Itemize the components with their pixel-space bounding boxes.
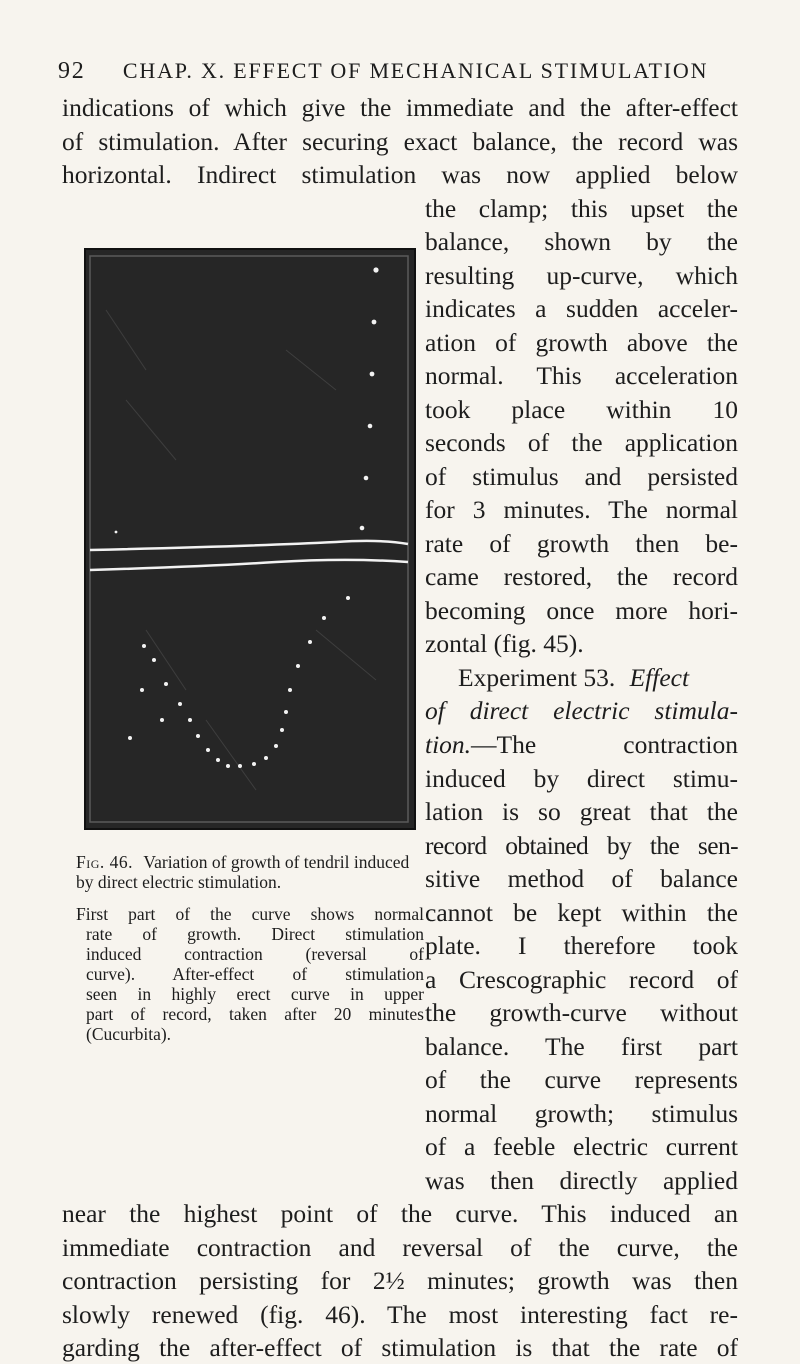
running-header	[58, 58, 748, 85]
caption-line: (Cucurbita).	[86, 1024, 172, 1044]
caption-line: part of record, taken after 20 minutes	[86, 1004, 424, 1024]
experiment-title-end: tion.	[425, 729, 472, 759]
body-line: of the curve represents	[425, 1065, 738, 1095]
body-line: zontal (fig. 45).	[425, 629, 584, 659]
body-line: indicates a sudden acceler-	[425, 294, 738, 324]
body-line: normal. This acceleration	[425, 361, 738, 391]
body-line: for 3 minutes. The normal	[425, 495, 738, 525]
body-line: plate. I therefore took	[425, 931, 738, 961]
body-line: lation is so great that the	[425, 797, 738, 827]
body-line: cannot be kept within the	[425, 897, 738, 927]
caption-line: induced contraction (reversal of	[86, 944, 424, 964]
crescograph-record-figure	[84, 248, 416, 830]
caption-line: rate of growth. Direct stimulation	[86, 924, 424, 944]
body-text: —The contraction	[471, 729, 738, 759]
experiment-title-cont: of direct electric stimula-	[425, 696, 738, 726]
body-line: balance. The first part	[425, 1031, 738, 1061]
figure-caption-title	[76, 852, 424, 892]
body-line: came restored, the record	[425, 562, 738, 592]
body-line: sitive method of balance	[425, 864, 738, 894]
caption-line: First part of the curve shows normal	[76, 904, 424, 924]
body-line: normal growth; stimulus	[425, 1098, 738, 1128]
body-line: immediate contraction and reversal of the curve, the	[62, 1232, 738, 1262]
body-line: indications of which give the immediate and the after-effect	[62, 93, 738, 122]
body-line: took place within 10	[425, 394, 738, 424]
body-line: the clamp; this upset the	[425, 193, 738, 223]
body-line	[425, 695, 738, 727]
body-line: slowly renewed (fig. 46). The most interesting fact re-	[62, 1299, 738, 1329]
experiment-title: Effect	[629, 662, 690, 692]
page-number: 92	[58, 58, 86, 84]
body-line: seconds of the application	[425, 428, 738, 458]
body-line: induced by direct stimu-	[425, 763, 738, 793]
body-line: was then directly applied	[425, 1165, 738, 1195]
body-line: resulting up-curve, which	[425, 260, 738, 290]
body-line: of stimulation. After securing exact balance, the record was	[62, 126, 738, 156]
body-line: a Crescographic record of	[425, 964, 738, 994]
body-line: horizontal. Indirect stimulation was now applied below	[62, 160, 738, 190]
body-line: balance, shown by the	[425, 227, 738, 257]
figure-title: Variation of growth of tendril induced by direct electric stimulation.	[76, 852, 410, 892]
figure-caption-body	[76, 904, 424, 1044]
figure-label: Fig. 46.	[76, 852, 134, 872]
body-line: the growth-curve without	[425, 998, 738, 1028]
body-line: record obtained by the sen-	[425, 830, 738, 860]
body-line: garding the after-effect of stimulation is that the rate of	[62, 1333, 738, 1363]
body-line: becoming once more hori-	[425, 595, 738, 625]
body-line: of stimulus and persisted	[425, 461, 738, 491]
growth-record-plate	[86, 250, 414, 828]
caption-line: seen in highly erect curve in upper	[86, 984, 424, 1004]
experiment-label: Experiment 53.	[458, 662, 616, 692]
body-line	[425, 729, 738, 761]
body-line: of a feeble electric current	[425, 1132, 738, 1162]
caption-line: curve). After-effect of stimulation	[86, 964, 424, 984]
body-line: near the highest point of the curve. This induced an	[62, 1199, 738, 1229]
running-title: CHAP. X. EFFECT OF MECHANICAL STIMULATION	[122, 58, 709, 83]
body-line	[458, 662, 738, 694]
body-line: ation of growth above the	[425, 327, 738, 357]
body-line: contraction persisting for 2½ minutes; growth was then	[62, 1266, 738, 1296]
body-line: rate of growth then be-	[425, 528, 738, 558]
